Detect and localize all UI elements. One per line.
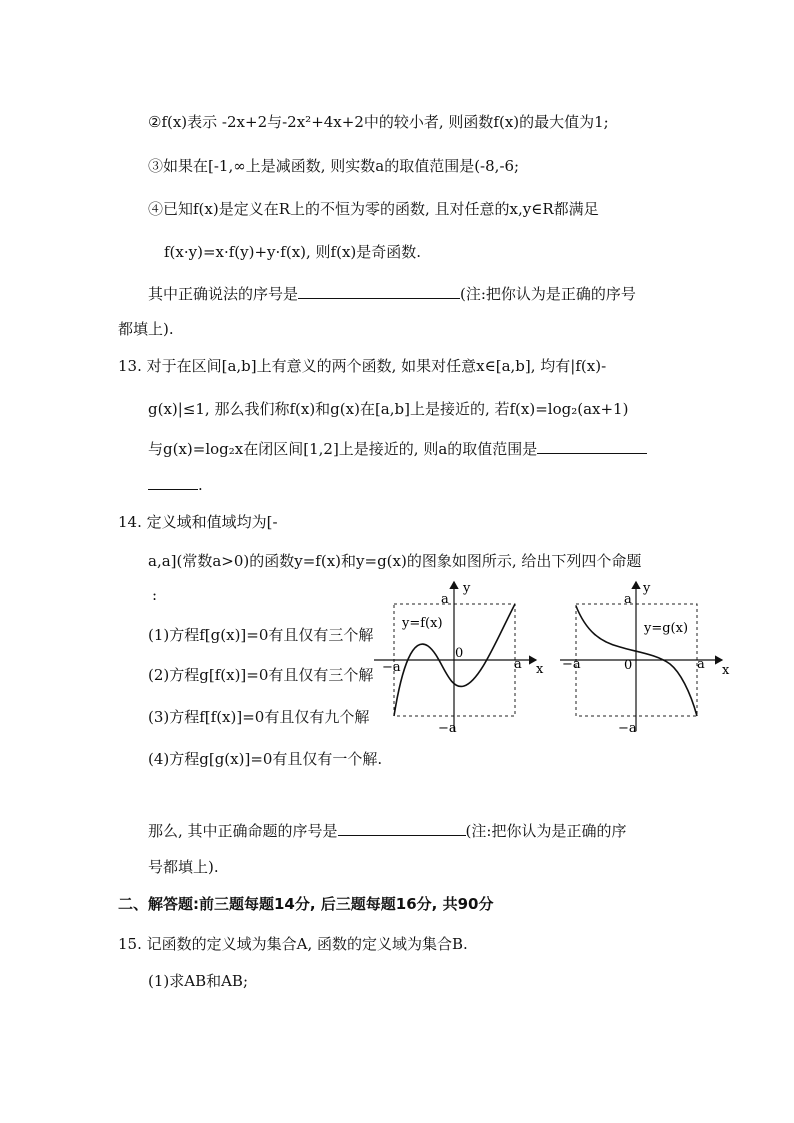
q14-note-cont: 号都填上). [148, 858, 219, 876]
statement-4-cont: f(x·y)=x·f(y)+y·f(x), 则f(x)是奇函数. [164, 243, 422, 261]
statement-4: ④已知f(x)是定义在R上的不恒为零的函数, 且对任意的x,y∈R都满足 [148, 200, 599, 218]
graph-g-bottom-label: −a [618, 721, 637, 736]
q12-answer-blank[interactable] [298, 284, 460, 299]
q14-answer-line [148, 820, 626, 841]
graph-g [560, 576, 740, 736]
q12-note: (注:把你认为是正确的序号 [460, 285, 636, 303]
q14-prop-3: (3)方程f[f(x)]=0有且仅有九个解 [148, 708, 370, 726]
q12-note-cont: 都填上). [118, 320, 174, 338]
q14-answer-blank[interactable] [338, 821, 466, 836]
q13-line-4 [148, 475, 203, 494]
graph-f-origin-label: 0 [455, 646, 464, 661]
q14-prop-4: (4)方程g[g(x)]=0有且仅有一个解. [148, 750, 383, 768]
q13-period: . [198, 476, 203, 494]
q14-prop-2: (2)方程g[f(x)]=0有且仅有三个解 [148, 666, 374, 684]
q15-line-1: 15. 记函数的定义域为集合A, 函数的定义域为集合B. [118, 935, 468, 953]
q13-text: 与g(x)=log₂x在闭区间[1,2]上是接近的, 则a的取值范围是 [148, 440, 538, 458]
graph-f [368, 576, 548, 736]
q12-answer-line [148, 283, 636, 304]
q14-colon: : [152, 586, 158, 604]
graph-f-right-label: a [514, 657, 522, 672]
graph-f-y-label: y [463, 581, 471, 596]
graph-f-x-label: x [536, 662, 544, 677]
q14-note: (注:把你认为是正确的序 [465, 822, 627, 840]
statement-2: ②f(x)表示 -2x+2与-2x²+4x+2中的较小者, 则函数f(x)的最大值为1; [148, 113, 609, 131]
q13-answer-blank-cont[interactable] [148, 475, 198, 490]
section-2-heading: 二、解答题:前三题每题14分, 后三题每题16分, 共90分 [118, 895, 494, 913]
q13-line-2: g(x)|≤1, 那么我们称f(x)和g(x)在[a,b]上是接近的, 若f(x)=log₂(ax+1) [148, 400, 629, 418]
graph-g-right-label: a [697, 657, 705, 672]
graph-g-origin-label: 0 [624, 658, 633, 673]
q12-prompt: 其中正确说法的序号是 [148, 285, 299, 303]
graph-f-left-label: −a [382, 660, 401, 675]
q13-line-3 [148, 438, 647, 459]
q13-line-1: 13. 对于在区间[a,b]上有意义的两个函数, 如果对任意x∈[a,b], 均有|f(x)- [118, 357, 607, 375]
graph-f-curve-label: y=f(x) [402, 616, 443, 631]
q14-prompt: 那么, 其中正确命题的序号是 [148, 822, 338, 840]
q14-prop-1: (1)方程f[g(x)]=0有且仅有三个解 [148, 626, 374, 644]
graph-f-bottom-label: −a [438, 721, 457, 736]
graph-g-left-label: −a [562, 657, 581, 672]
graph-g-curve-label: y=g(x) [644, 621, 689, 636]
graph-g-x-label: x [722, 663, 730, 678]
graph-g-top-label: a [624, 592, 632, 607]
graph-g-y-label: y [643, 581, 651, 596]
q13-answer-blank[interactable] [537, 439, 647, 454]
graph-f-top-label: a [441, 592, 449, 607]
q15-line-2: (1)求AB和AB; [148, 972, 249, 990]
q14-line-2: a,a](常数a>0)的函数y=f(x)和y=g(x)的图象如图所示, 给出下列四个命题 [148, 552, 642, 570]
q14-line-1: 14. 定义域和值域均为[- [118, 513, 278, 531]
statement-3: ③如果在[-1,∞上是减函数, 则实数a的取值范围是(-8,-6; [148, 157, 520, 175]
